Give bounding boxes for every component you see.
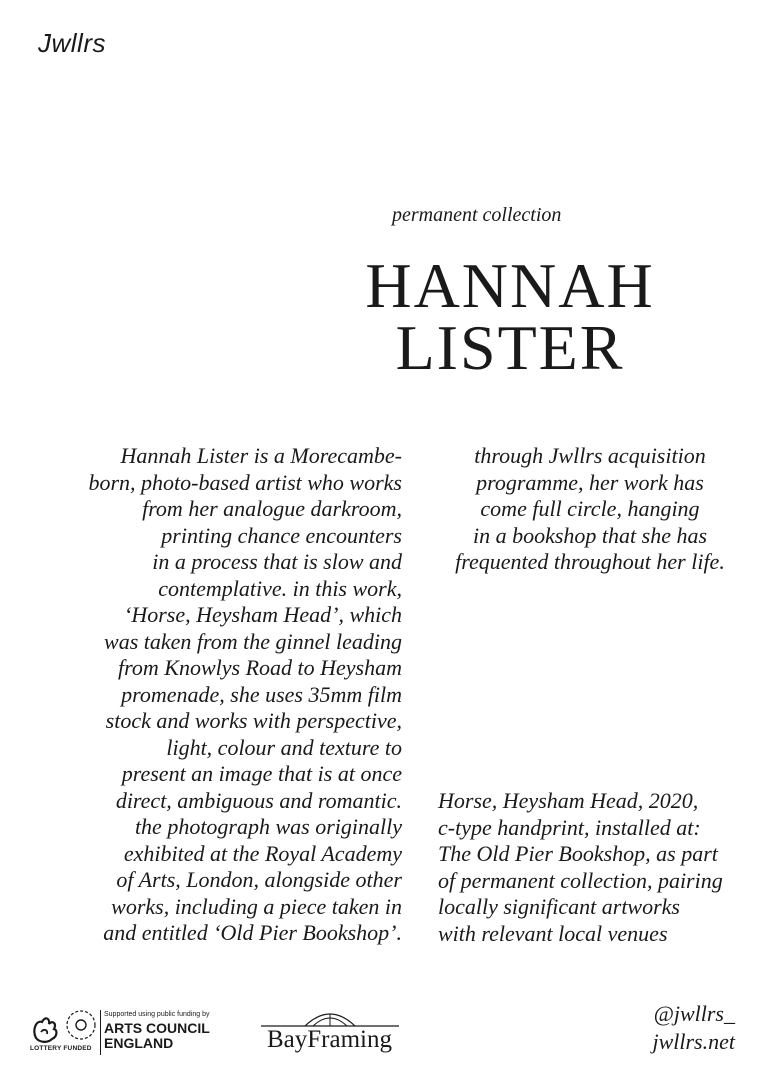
bio-line: light, colour and texture to bbox=[166, 734, 402, 760]
brand-logo: Jwllrs bbox=[38, 28, 106, 58]
artist-name bbox=[320, 250, 700, 383]
bio-line: of Arts, London, alongside other bbox=[116, 867, 402, 892]
bio-right-column bbox=[440, 443, 740, 576]
bio-line: frequented throughout her life. bbox=[455, 549, 725, 574]
caption-line: Horse, Heysham Head, 2020, bbox=[438, 788, 699, 813]
artist-last-name: LISTER bbox=[395, 312, 625, 383]
bio-left-column bbox=[60, 443, 402, 947]
artist-first-name: HANNAH bbox=[365, 250, 655, 321]
bio-line: programme, her work has bbox=[476, 469, 704, 495]
bio-line: was taken from the ginnel leading bbox=[104, 628, 402, 654]
arts-council-england-logo bbox=[104, 1021, 210, 1051]
bio-line: from Knowlys Road to Heysham bbox=[118, 655, 402, 680]
bio-line: born, photo-based artist who works bbox=[88, 469, 402, 495]
bio-line: the photograph was originally bbox=[134, 814, 402, 839]
artwork-caption bbox=[438, 788, 738, 947]
logo-divider bbox=[100, 1010, 101, 1055]
bio-line: direct, ambiguous and romantic. bbox=[115, 787, 402, 813]
collection-kicker: permanent collection bbox=[392, 204, 562, 226]
caption-line: with relevant local venues bbox=[438, 920, 668, 946]
lottery-funded-label: LOTTERY FUNDED bbox=[30, 1045, 92, 1052]
bio-line: through Jwllrs acquisition bbox=[474, 443, 706, 468]
social-handle[interactable]: @jwllrs_ bbox=[653, 1001, 735, 1026]
bio-line: ‘Horse, Heysham Head’, which bbox=[124, 602, 402, 627]
bio-line: promenade, she uses 35mm film bbox=[121, 681, 402, 707]
ace-line-1: ARTS COUNCIL bbox=[104, 1020, 210, 1036]
bio-line: in a bookshop that she has bbox=[472, 522, 708, 548]
caption-line: locally significant artworks bbox=[438, 894, 680, 919]
bio-line: and entitled ‘Old Pier Bookshop’. bbox=[103, 920, 402, 945]
bio-line: Hannah Lister is a Morecambe- bbox=[120, 443, 402, 468]
arts-council-badge-icon bbox=[64, 1008, 98, 1042]
bio-line: from her analogue darkroom, bbox=[142, 496, 402, 521]
bio-line: printing chance encounters bbox=[161, 522, 402, 548]
ace-supported-text: Supported using public funding by bbox=[104, 1011, 210, 1018]
bayframing-logo: BayFraming bbox=[267, 1026, 392, 1053]
caption-line: c-type handprint, installed at: bbox=[438, 814, 701, 840]
bio-line: works, including a piece taken in bbox=[111, 893, 402, 919]
contact-block bbox=[600, 1000, 735, 1056]
bio-line: present an image that is at once bbox=[121, 761, 402, 786]
caption-line: The Old Pier Bookshop, as part bbox=[438, 841, 718, 866]
bio-line: in a process that is slow and bbox=[152, 549, 402, 574]
bio-line: stock and works with perspective, bbox=[105, 708, 402, 733]
bio-line: contemplative. in this work, bbox=[158, 575, 402, 601]
website-link[interactable]: jwllrs.net bbox=[652, 1029, 735, 1054]
bio-line: come full circle, hanging bbox=[480, 496, 700, 521]
caption-line: of permanent collection, pairing bbox=[438, 867, 723, 893]
ace-line-2: ENGLAND bbox=[104, 1035, 174, 1051]
bio-line: exhibited at the Royal Academy bbox=[123, 840, 402, 866]
